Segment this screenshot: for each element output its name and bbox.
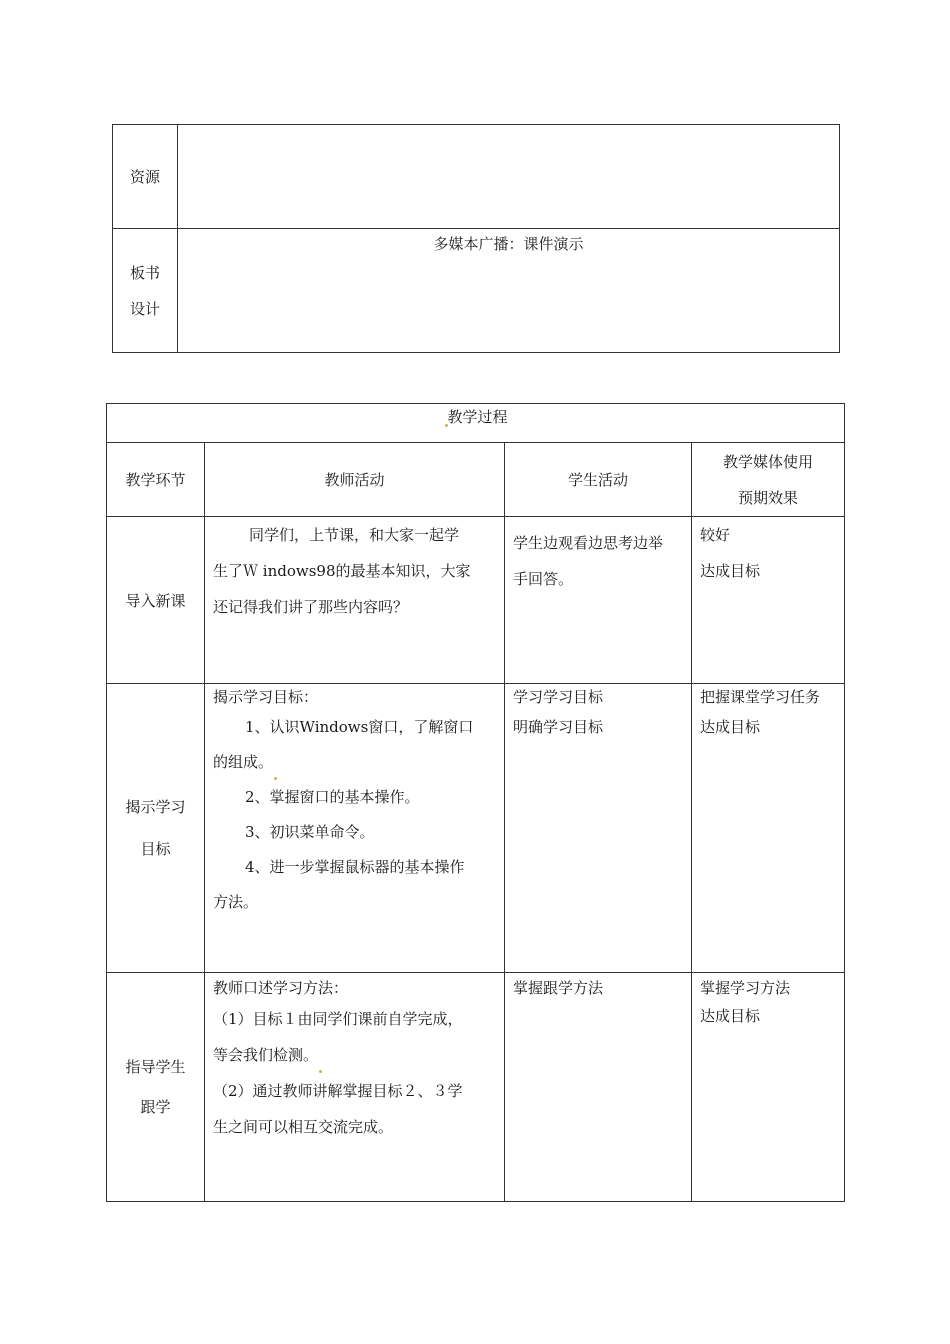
student-cell-intro <box>505 517 692 684</box>
media-line: 达成目标 <box>700 562 761 580</box>
stage-goals-line2: 目标 <box>140 840 171 858</box>
teacher-line: 的组成。 <box>213 753 274 771</box>
teacher-line: 2、掌握窗口的基本操作。 <box>245 788 420 806</box>
media-line: 达成目标 <box>700 1007 761 1025</box>
header-stage-text: 教学环节 <box>125 471 186 489</box>
media-line: 较好 <box>700 526 731 544</box>
resource-content-cell <box>178 125 840 229</box>
teacher-line: （1）目标１由同学们课前自学完成， <box>213 1010 463 1028</box>
student-line: 掌握跟学方法 <box>513 979 604 997</box>
teacher-line: 同学们，上节课，和大家一起学 <box>249 526 460 544</box>
board-design-content: 多媒本广播：课件演示 <box>433 235 584 253</box>
teacher-line: 教师口述学习方法： <box>213 979 349 997</box>
header-teacher-text: 教师活动 <box>324 471 385 489</box>
student-line: 手回答。 <box>513 570 574 588</box>
media-cell-goals <box>692 684 845 973</box>
teacher-cell-guide <box>205 973 505 1202</box>
board-label-line1: 板书 <box>129 263 160 282</box>
stage-cell-intro <box>107 517 205 684</box>
stage-cell-goals <box>107 684 205 973</box>
board-design-content-cell <box>178 229 840 353</box>
stage-guide-line2: 跟学 <box>140 1098 171 1116</box>
stage-goals-line1: 揭示学习 <box>125 798 186 816</box>
media-cell-guide <box>692 973 845 1202</box>
media-line: 掌握学习方法 <box>700 979 791 997</box>
teacher-cell-goals <box>205 684 505 973</box>
student-line: 明确学习目标 <box>513 718 604 736</box>
stage-guide-line1: 指导学生 <box>125 1058 186 1076</box>
header-teacher <box>205 443 505 517</box>
teacher-line: （2）通过教师讲解掌握目标２、３学 <box>213 1082 463 1100</box>
student-line: 学习学习目标 <box>513 688 604 706</box>
header-media-line2: 预期效果 <box>738 488 799 507</box>
teacher-line: 4、进一步掌握鼠标器的基本操作 <box>245 858 465 876</box>
stage-cell-guide <box>107 973 205 1202</box>
board-design-label-cell <box>113 229 178 353</box>
process-title-cell <box>107 404 845 443</box>
teacher-line: 方法。 <box>213 893 259 911</box>
process-title: 教学过程 <box>447 408 508 426</box>
teaching-process-table <box>106 403 845 1202</box>
header-media <box>692 443 845 517</box>
teacher-line: 生了Ｗ indows98的最基本知识，大家 <box>213 562 471 580</box>
board-label-line2: 设计 <box>129 299 160 318</box>
stage-intro: 导入新课 <box>125 591 186 610</box>
header-student-text: 学生活动 <box>567 471 628 489</box>
teacher-line: 1、认识Windows窗口，了解窗口 <box>245 718 474 736</box>
teacher-line: 生之间可以相互交流完成。 <box>213 1118 394 1136</box>
teacher-line: 揭示学习目标： <box>213 688 319 706</box>
student-cell-goals <box>505 684 692 973</box>
teacher-line: 3、初识菜单命令。 <box>245 823 375 841</box>
header-student <box>505 443 692 517</box>
header-media-line1: 教学媒体使用 <box>723 452 814 471</box>
resource-label-cell <box>113 125 178 229</box>
teacher-line: 还记得我们讲了那些内容吗？ <box>213 598 409 616</box>
teacher-line: 等会我们检测。 <box>213 1046 319 1064</box>
media-line: 达成目标 <box>700 718 761 736</box>
resource-board-table <box>112 124 840 353</box>
teacher-cell-intro <box>205 517 505 684</box>
student-line: 学生边观看边思考边举 <box>513 534 664 552</box>
media-cell-intro <box>692 517 845 684</box>
media-line: 把握课堂学习任务 <box>700 688 821 706</box>
header-stage <box>107 443 205 517</box>
student-cell-guide <box>505 973 692 1202</box>
resource-label: 资源 <box>129 168 160 186</box>
